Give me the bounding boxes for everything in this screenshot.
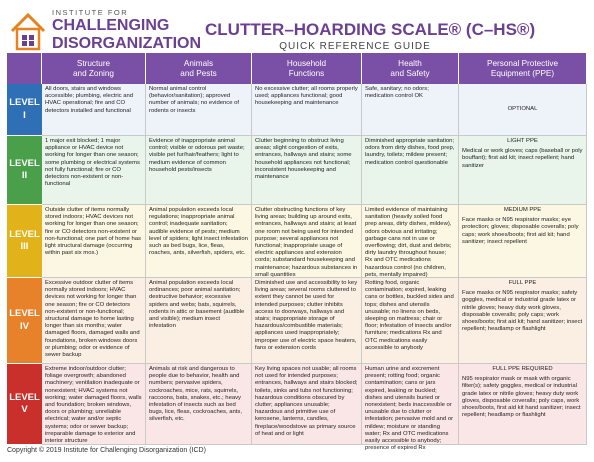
ppe-heading: LIGHT PPE [507,138,538,144]
household-cell: Clutter obstructing functions of key living areas; building up around exits, entrances, hallways and stairs; at least one room not being used for intended purpose; several appliances not functional; inappropriate usage of electric appliances and extension cords; substandard housekeeping and maintenance; hazardous substances in small quantities [252,205,362,278]
household-cell: Diminished use and accessibility to key living areas; several rooms cluttered to extent they cannot be used for intended purposes; clutter inhibits access to doorways, hallways and stairs; inappropriate storage of hazardous/combustible materials; appliances used inappropriately; improper use of electric space heaters, fans or extension cords [252,278,362,364]
health-cell: Rotting food, organic contamination; expired, leaking cans or bottles, buckled sides and tops; dishes and utensils unusable; no linens on beds, sleeping on mattress; chair or floor; infestation of insects and/or furniture; medications Rx and OTC medications easily accessible to anybody [362,278,459,364]
animals-header: Animals and Pests [146,53,252,84]
structure-cell: All doors, stairs and windows accessible; plumbing, electric and HVAC operational; fire and CO detectors installed and functional [42,84,146,136]
ppe-heading: MEDIUM PPE [503,207,542,213]
structure-header: Structure and Zoning [42,53,146,84]
icd-logo [8,7,202,59]
ppe-header: Personal Protective Equipment (PPE) [459,53,587,84]
ppe-items: Face masks or N95 respirator masks; safety goggles, medical or industrial grade latex or nitrile gloves; heavy duty work gloves, disposable coveralls; poly caps; work shoes/boots; first aid kit; hand sanitizer; insect repellent; headlamp or flashlight [462,290,583,333]
household-cell: Clutter beginning to obstruct living areas; slight congestion of exits, entrances, hallways and stairs; some household appliances not functional; inconsistent housekeeping and maintenance [252,136,362,205]
house-logo-icon [8,9,48,53]
level-label [7,364,42,445]
household-header: Household Functions [252,53,362,84]
copyright-text: Copyright © 2019 Institute for Challenging Disorganization (ICD) [7,447,206,454]
level-number: I [23,109,26,121]
level-number: II [21,170,28,181]
logo-line-2: CHALLENGING [52,17,170,34]
animals-cell: Animal population exceeds local regulations; inappropriate animal control; inadequate sanitation; audible evidence of pests; medium level of spiders; light insect infestation such as bed bugs, lice, fleas, roaches, ants, silverfish, spiders, etc. [146,205,252,278]
level-word: LEVEL [9,228,40,240]
level-number: V [21,404,28,415]
level-word: LEVEL [9,391,40,403]
ppe-cell [459,364,587,445]
page-title: CLUTTER–HOARDING SCALE® (C–HS®) [205,20,536,39]
structure-cell: Excessive outdoor clutter of items normally stored indoors; HVAC devices not working for longer than one season; fire or CO detectors non-existent or non-functional; structural damage to home lasting longer than six months; water damaged floors, damaged walls and foundations, broken windows doors or plumbing; odor or evidence of sewer backup [42,278,146,364]
ppe-cell [459,84,587,136]
level-word: LEVEL [9,157,40,169]
logo-line-1: INSTITUTE FOR [52,8,129,17]
ppe-cell [459,278,587,364]
level-word: LEVEL [9,97,40,109]
level-number: III [20,241,29,252]
ppe-heading: FULL PPE [508,280,537,286]
level-word: LEVEL [9,308,40,320]
health-cell: Human urine and excrement present; rotting food; organic contamination; cans or jars expired, leaking or buckled; dishes and utensils buried or nonexistent; beds inaccessible or unusable due to clutter or infestation; pervasive mold and or mildew; moisture or standing water; Rx and OTC medications easily accessible to anybody; presence of expired Rx [362,364,459,445]
level-label [7,136,42,205]
ppe-cell [459,136,587,205]
level-label [7,278,42,364]
health-cell: Diminished appropriate sanitation; odors from dirty dishes, food prep, laundry, toilets; mildew present; medication control questionable [362,136,459,205]
health-cell: Safe, sanitary; no odors; medication control OK [362,84,459,136]
level-label [7,205,42,278]
level-header [7,53,42,84]
level-number: IV [20,320,29,332]
health-header: Health and Safety [362,53,459,84]
ppe-items: Medical or work gloves; caps (baseball or poly bouffant); first aid kit; insect repellent; hand sanitizer [462,148,583,169]
household-cell: Key living spaces not usable; all rooms not used for intended purposes; entrances, hallways and stairs blocked; toilets, sinks and tubs not functioning; hazardous conditions obscured by clutter; appliances unusable; hazardous and primitive use of kerosene, lanterns, candles, fireplace/woodstove as primary source of heat and or light [252,364,362,445]
ppe-items: N95 respirator mask or mask with organic filter(s); safety goggles, medical or industrial grade latex or nitrile gloves; heavy duty work gloves, disposable coveralls; poly caps, work shoes/boots, first aid kit hand sanitizer; insect repellent; headlamp or flashlight [462,376,581,419]
animals-cell: Animals at risk and dangerous to people due to behavior, health and numbers; pervasive spiders, cockroaches, mice, rats, squirrels, raccoons, bats, snakes, etc.; heavy infestation of insects such as bed bugs, lice, fleas, cockroaches, ants, silverfish, etc. [146,364,252,445]
structure-cell: 1 major exit blocked; 1 major appliance or HVAC device not working for longer than one season; some plumbing or electrical systems not fully functional; fire or CO detectors non-existent or non-functional [42,136,146,205]
animals-cell: Animal population exceeds local ordinances; poor animal sanitation; destructive behavior; excessive spiders and webs; bats, squirrels, rodents in attic or basement (audible and visible); medium insect infestation [146,278,252,364]
ppe-heading: FULL PPE REQUIRED [492,366,553,372]
animals-cell: Evidence of inappropriate animal control; visible or odorous pet waste; visible pet fur/hair/feathers; light to medium evidence of common household pests/insects [146,136,252,205]
ppe-heading: OPTIONAL [507,105,538,112]
page-subtitle: QUICK REFERENCE GUIDE [279,41,431,52]
level-label [7,84,42,136]
structure-cell: Outside clutter of items normally stored indoors; HVAC devices not working for longer than one season; fire or CO detectors non-existent or non-functional; one part of home has light structural damage (occurring within past six mos.) [42,205,146,278]
ppe-cell [459,205,587,278]
health-cell: Limited evidence of maintaining sanitation (heavily soiled food prep areas, dirty dishes, mildew), odors obvious and irritating; garbage cans not in use or overflowing; dirt, dust and debris; dirty laundry throughout house; Rx and OTC medications hazardous control (no children, pets, mentally impaired) [362,205,459,278]
logo-line-3: DISORGANIZATION [52,35,202,52]
household-cell: No excessive clutter; all rooms properly used; appliances functional; good housekeeping and maintenance [252,84,362,136]
structure-cell: Extreme indoor/outdoor clutter; foliage overgrowth; abandoned machinery; ventilation inadequate or nonexistent; HVAC systems not working; water damaged floors, walls and foundation; broken windows, doors or plumbing; unreliable electrical; water and/or septic systems; odor or sewer backup; irreparable damage to exterior and interior structure [42,364,146,445]
animals-cell: Normal animal control (behavior/sanitation); approved number of animals; no evidence of rodents or insects [146,84,252,136]
ppe-items: Face masks or N95 respirator masks; eye protection; gloves; disposable coveralls; poly caps; work shoes/boots; first aid kit; hand sanitizer; insect repellent [462,217,579,245]
